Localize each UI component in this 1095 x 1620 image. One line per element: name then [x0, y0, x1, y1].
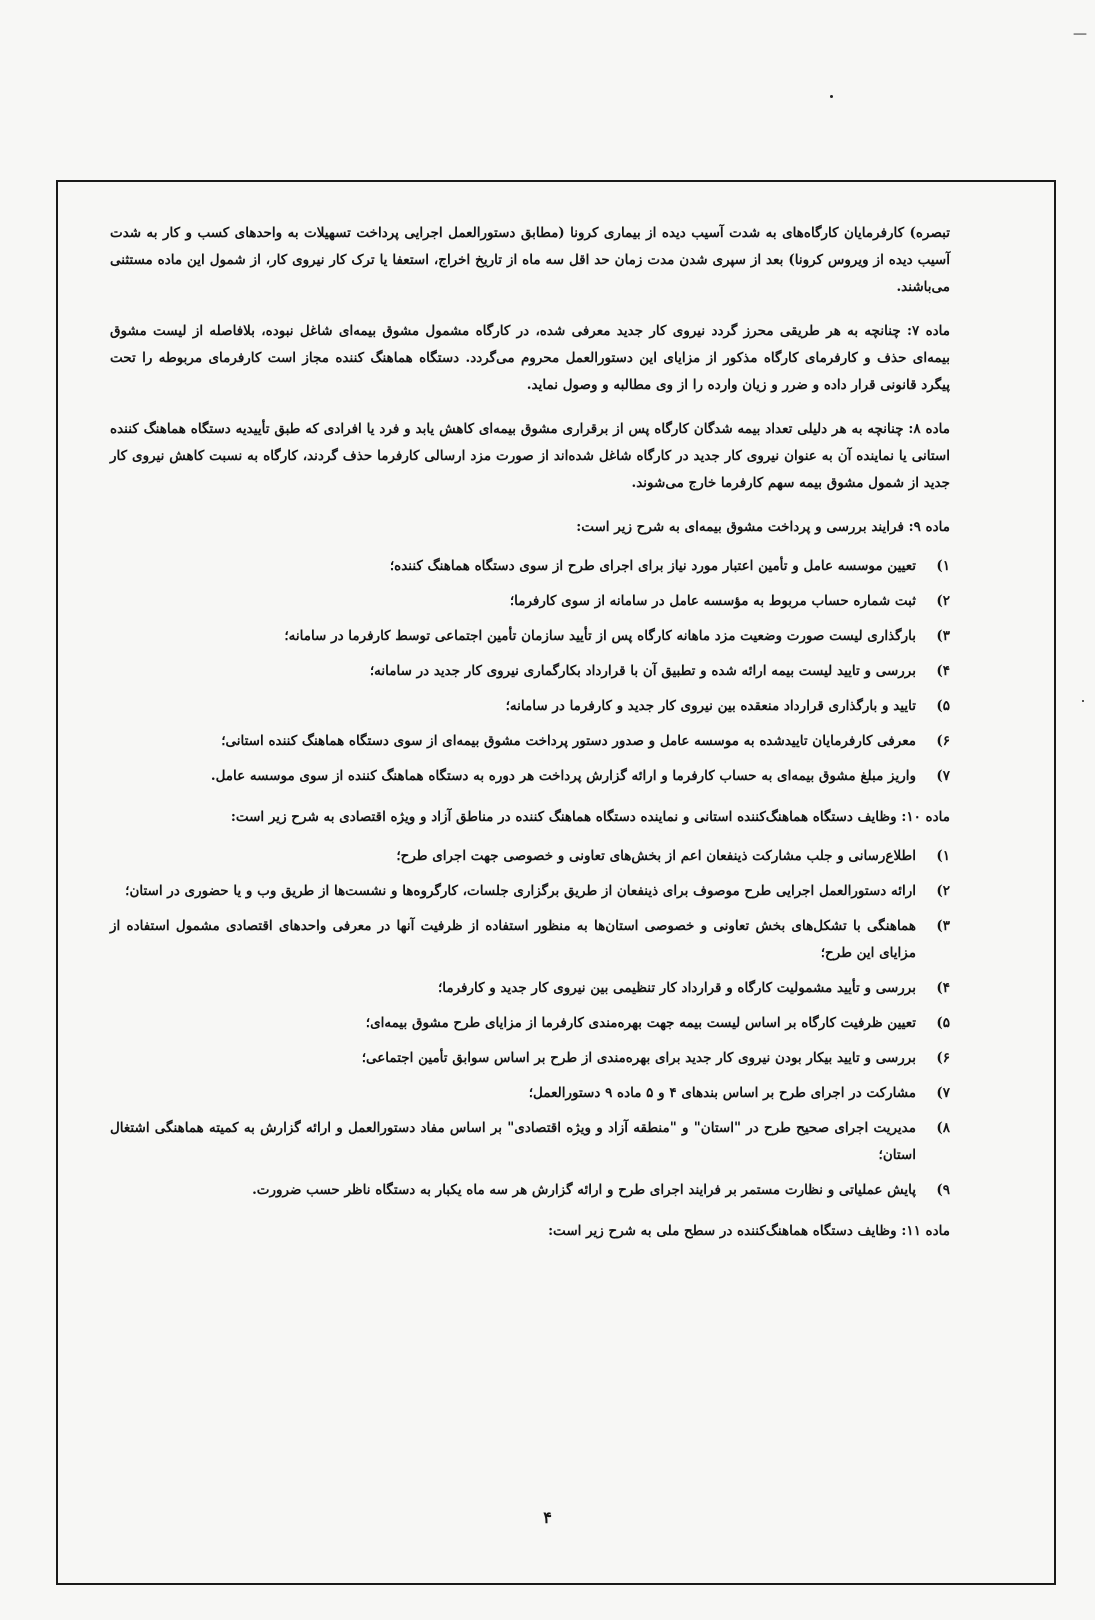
list-item — [110, 843, 950, 870]
list-item — [110, 913, 950, 967]
article-9-heading: ماده ۹: فرایند بررسی و پرداخت مشوق بیمه‌ای به شرح زیر است: — [576, 519, 950, 535]
article-10-list — [110, 843, 950, 1204]
list-item-text: بارگذاری لیست صورت وضعیت مزد ماهانه کارگاه پس از تأیید سازمان تأمین اجتماعی توسط کارفرما در سامانه؛ — [284, 628, 916, 644]
list-item-number: ۴) — [936, 663, 950, 679]
list-item — [110, 728, 950, 755]
list-item — [110, 1010, 950, 1037]
list-item — [110, 975, 950, 1002]
list-item-number: ۱) — [936, 558, 950, 574]
list-item-text: واریز مبلغ مشوق بیمه‌ای به حساب کارفرما و ارائه گزارش پرداخت هر دوره به دستگاه هماهنگ کننده از سوی موسسه عامل. — [210, 768, 916, 784]
list-item-text: ارائه دستورالعمل اجرایی طرح موصوف برای ذینفعان از طریق برگزاری جلسات، کارگروه‌ها و نشست‌ها از طریق وب و یا حضوری در استان؛ — [125, 883, 916, 899]
list-item-number: ۴) — [936, 980, 950, 996]
list-item-text: ثبت شماره حساب مربوط به مؤسسه عامل در سامانه از سوی کارفرما؛ — [509, 593, 916, 609]
list-item-number: ۵) — [936, 698, 950, 714]
list-item-number: ۵) — [936, 1015, 950, 1031]
list-item-text: اطلاع‌رسانی و جلب مشارکت ذینفعان اعم از بخش‌های تعاونی و خصوصی جهت اجرای طرح؛ — [396, 848, 916, 864]
list-item-text: بررسی و تایید بیکار بودن نیروی کار جدید برای بهره‌مندی از طرح بر اساس سوابق تأمین اجتماعی؛ — [361, 1050, 916, 1066]
list-item-number: ۲) — [936, 883, 950, 899]
list-item-text: پایش عملیاتی و نظارت مستمر بر فرایند اجرای طرح و ارائه گزارش هر سه ماه یکبار به دستگاه ناظر حسب ضرورت. — [252, 1182, 916, 1198]
article-9-list — [110, 553, 950, 790]
list-item — [110, 1045, 950, 1072]
list-item — [110, 878, 950, 905]
list-item-text: مدیریت اجرای صحیح طرح در "استان" و "منطقه آزاد و ویژه اقتصادی" بر اساس مفاد دستورالعمل و ارائه گزارش به کمیته هماهنگی اشتغال استان؛ — [110, 1120, 916, 1163]
list-item-text: تعیین ظرفیت کارگاه بر اساس لیست بیمه جهت بهره‌مندی کارفرما از مزایای طرح مشوق بیمه‌ای؛ — [365, 1015, 916, 1031]
list-item — [110, 623, 950, 650]
list-item-text: تایید و بارگذاری قرارداد منعقده بین نیروی کار جدید و کارفرما در سامانه؛ — [505, 698, 916, 714]
scan-speck — [830, 95, 833, 98]
list-item-number: ۳) — [936, 918, 950, 934]
note-paragraph: تبصره) کارفرمایان کارگاه‌های به شدت آسیب دیده از بیماری کرونا (مطابق دستورالعمل اجرایی پرداخت تسهیلات به واحدهای کسب و کار به شدت آسیب دیده از ویروس کرونا) بعد از سپری شدن مدت زمان حد اقل سه ماه از تاریخ اخراج، استعفا یا ترک کار نیروی کار، از شمول این ماده مستثنی می‌باشند. — [110, 225, 950, 295]
list-item-number: ۶) — [936, 733, 950, 749]
article-8: ماده ۸: چنانچه به هر دلیلی تعداد بیمه شدگان کارگاه پس از برقراری مشوق بیمه‌ای کاهش یابد و فرد یا افرادی که طبق تأییدیه دستگاه هماهنگ کننده استانی یا نماینده آن به عنوان نیروی کار جدید در کارگاه شاغل شده‌اند از صورت مزد ارسالی کارفرما حذف گردند، کارگاه به نسبت کاهش نیروی کار جدید از شمول مشوق بیمه سهم کارفرما خارج می‌شوند. — [110, 421, 950, 491]
page-number: ۴ — [543, 1508, 552, 1527]
list-item-number: ۹) — [936, 1182, 950, 1198]
list-item-number: ۲) — [936, 593, 950, 609]
list-item-text: معرفی کارفرمایان تاییدشده به موسسه عامل و صدور دستور پرداخت مشوق بیمه‌ای از سوی دستگاه هماهنگ کننده استانی؛ — [221, 733, 916, 749]
scan-edge-mark: — — [1073, 26, 1087, 42]
list-item-text: بررسی و تأیید مشمولیت کارگاه و قرارداد کار تنظیمی بین نیروی کار جدید و کارفرما؛ — [437, 980, 916, 996]
list-item — [110, 1080, 950, 1107]
list-item — [110, 1177, 950, 1204]
document-body — [110, 220, 950, 1257]
list-item — [110, 588, 950, 615]
list-item-text: بررسی و تایید لیست بیمه ارائه شده و تطبیق آن با قرارداد بکارگماری نیروی کار جدید در سامانه؛ — [369, 663, 916, 679]
list-item-number: ۷) — [936, 1085, 950, 1101]
list-item-number: ۸) — [936, 1120, 950, 1136]
list-item-number: ۶) — [936, 1050, 950, 1066]
list-item — [110, 1115, 950, 1169]
list-item-text: هماهنگی با تشکل‌های بخش تعاونی و خصوصی استان‌ها به منظور استفاده از ظرفیت آنها در معرفی واحدهای اقتصادی مشمول استفاده از مزایای این طرح؛ — [110, 918, 916, 961]
list-item-number: ۷) — [936, 768, 950, 784]
scan-speck — [1082, 700, 1084, 702]
list-item-number: ۳) — [936, 628, 950, 644]
list-item-text: مشارکت در اجرای طرح بر اساس بندهای ۴ و ۵ ماده ۹ دستورالعمل؛ — [528, 1085, 916, 1101]
article-10-heading: ماده ۱۰: وظایف دستگاه هماهنگ‌کننده استانی و نماینده دستگاه هماهنگ کننده در مناطق آزاد و ویژه اقتصادی به شرح زیر است: — [230, 809, 950, 825]
list-item — [110, 763, 950, 790]
list-item — [110, 553, 950, 580]
list-item-text: تعیین موسسه عامل و تأمین اعتبار مورد نیاز برای اجرای طرح از سوی دستگاه هماهنگ کننده؛ — [389, 558, 916, 574]
list-item — [110, 658, 950, 685]
list-item — [110, 693, 950, 720]
article-7: ماده ۷: چنانچه به هر طریقی محرز گردد نیروی کار جدید معرفی شده، در کارگاه مشمول مشوق بیمه‌ای شاغل نبوده، بلافاصله از لیست مشوق بیمه‌ای حذف و کارفرمای کارگاه مذکور از مزایای این دستورالعمل محروم می‌گردد. دستگاه هماهنگ کننده مجاز است کارفرمای مربوطه را تحت پیگرد قانونی قرار داده و ضرر و زیان وارده را از وی مطالبه و وصول نماید. — [110, 323, 950, 393]
article-11-heading: ماده ۱۱: وظایف دستگاه هماهنگ‌کننده در سطح ملی به شرح زیر است: — [548, 1223, 950, 1239]
list-item-number: ۱) — [936, 848, 950, 864]
